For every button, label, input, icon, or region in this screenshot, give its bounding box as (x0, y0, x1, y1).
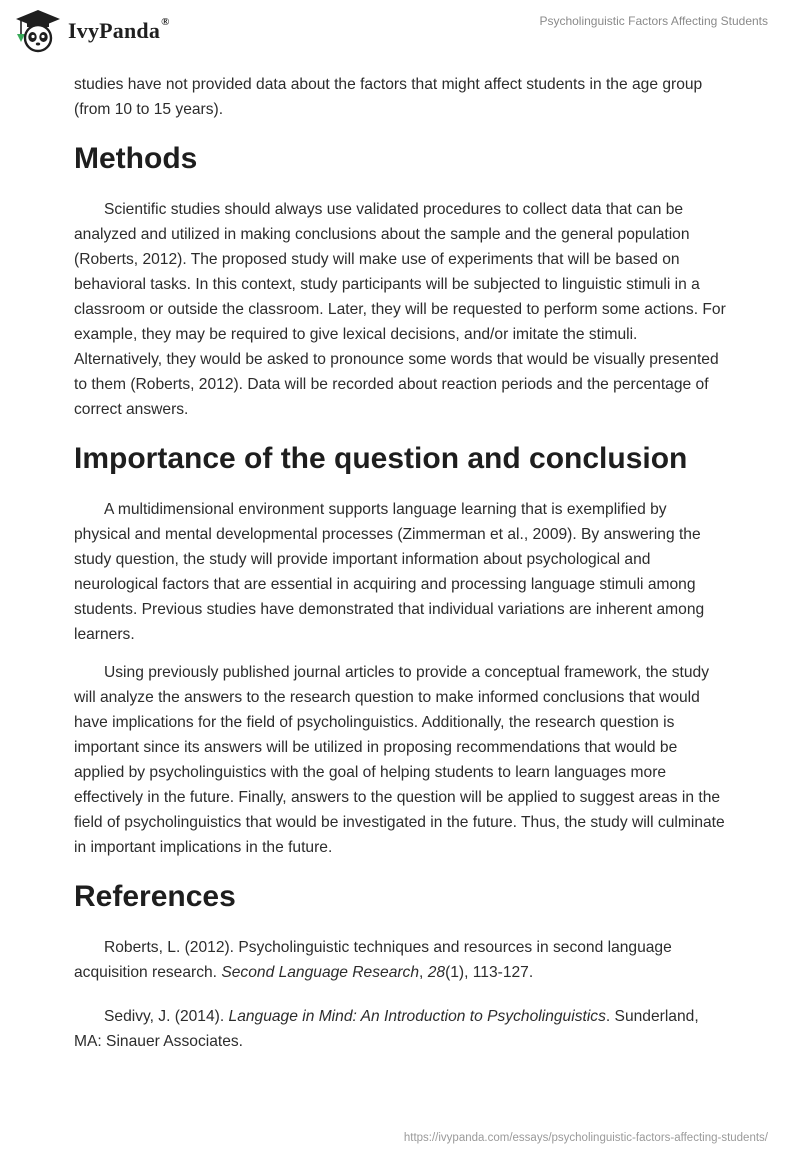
page-header (0, 0, 800, 70)
journal-volume: 28 (427, 964, 446, 981)
importance-paragraph-1: A multidimensional environment supports language learning that is exemplified by physical and mental developmental processes (Zimmerman et al., 2009). By answering the study question, the study will provide important information about psychological and neurological factors that are essential in acquiring and processing language stimuli among students. Previous studies have demonstrated that individual variations are inherent among learners. (74, 501, 705, 643)
document-title: Psycholinguistic Factors Affecting Students (539, 14, 768, 28)
intro-paragraph-tail: studies have not provided data about the factors that might affect students in the age group (from 10 to 15 years). (74, 76, 703, 118)
source-url[interactable]: https://ivypanda.com/essays/psycholinguistic-factors-affecting-students/ (403, 1132, 768, 1144)
reference-item-roberts: Roberts, L. (2012). Psycholinguistic techniques and resources in second language acquisition research. Second Language Research, 28(1), 113-127. (74, 939, 672, 981)
methods-heading: Methods (74, 142, 198, 175)
panda-graduate-icon (14, 8, 62, 54)
methods-paragraph: Scientific studies should always use validated procedures to collect data that can be analyzed and utilized in making conclusions about the sample and the general population (Roberts, 2012). The proposed study will make use of experiments that will be based on behavioral tasks. In this context, study participants will be subjected to linguistic stimuli in a classroom or outside the classroom. Later, they will be requested to perform some actions. For example, they may be required to give lexical decisions, and/or imitate the stimuli. Alternatively, they would be asked to pronounce some words that would be visually presented to them (Roberts, 2012). Data will be recorded about reaction periods and the percentage of correct answers. (74, 201, 726, 418)
essay-content (74, 72, 726, 1073)
journal-title: Second Language Research (221, 964, 420, 981)
brand-name: IvyPanda® (68, 16, 170, 43)
importance-paragraph-2: Using previously published journal articles to provide a conceptual framework, the study will analyze the answers to the research question to make informed conclusions that would have implications for the field of psycholinguistics. Additionally, the research question is important since its answers will be utilized in proposing recommendations that would be applied by psycholinguistics with the goal of helping students to learn languages more effectively in the future. Finally, answers to the question will be applied to suggest areas in the field of psycholinguistics that would be investigated in the future. Thus, the study will culminate in important implications in the future. (74, 664, 725, 856)
book-title: Language in Mind: An Introduction to Psycholinguistics (228, 1008, 606, 1025)
importance-heading: Importance of the question and conclusion (74, 442, 688, 475)
ivypanda-logo[interactable] (14, 8, 170, 54)
references-heading: References (74, 880, 236, 913)
reference-item-sedivy: Sedivy, J. (2014). Language in Mind: An Introduction to Psycholinguistics. Sunderland, MA: Sinauer Associates. (74, 1008, 699, 1050)
